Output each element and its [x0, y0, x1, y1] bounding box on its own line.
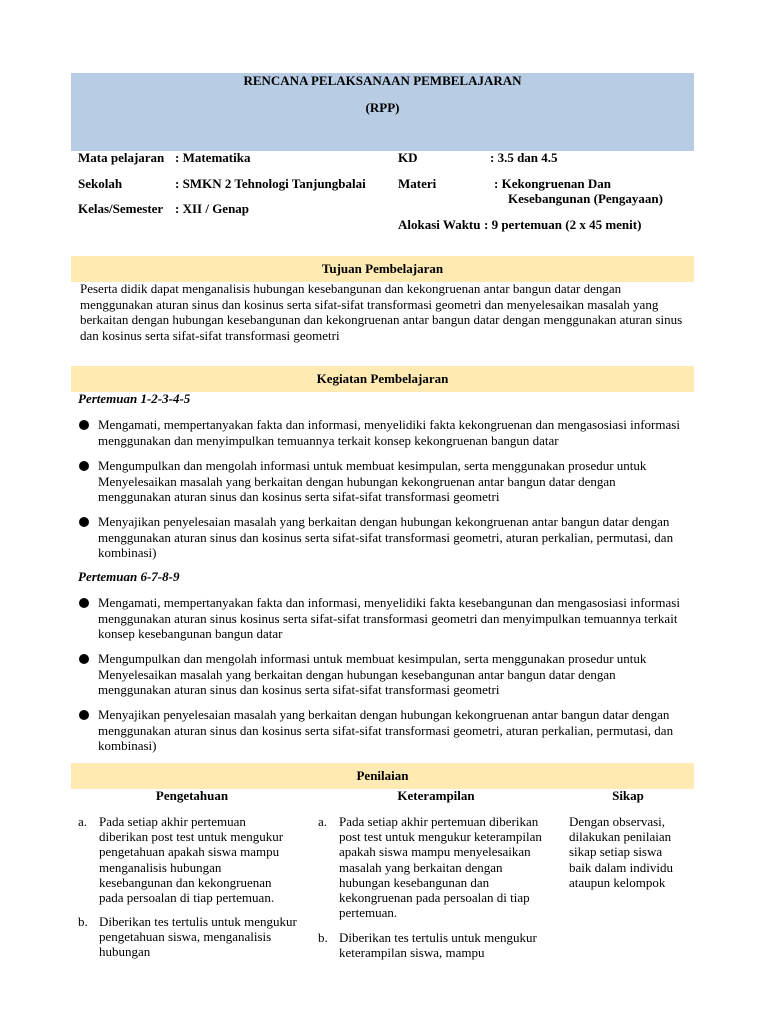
document-title: RENCANA PELAKSANAAN PEMBELAJARAN — [243, 73, 522, 88]
mata-pelajaran-label: Mata pelajaran — [78, 150, 165, 165]
kd-value: : 3.5 dan 4.5 — [490, 150, 558, 165]
list-item-text: Mengamati, mempertanyakan fakta dan informasi, menyelidiki fakta kekongruenan dan mengasosiasi informasi menggunakan dan menyimpulkan temuannya terkait konsep kekongruenan bangun datar — [98, 417, 680, 448]
bullet-icon — [79, 420, 89, 430]
meeting-2-label: Pertemuan 6-7-8-9 — [78, 569, 180, 584]
list-marker: a. — [318, 814, 328, 829]
keterampilan-heading: Keterampilan — [397, 788, 475, 803]
materi-value-line2: Kesebangunan (Pengayaan) — [508, 191, 663, 206]
alokasi-waktu-value: : 9 pertemuan (2 x 45 menit) — [484, 217, 642, 232]
pengetahuan-heading: Pengetahuan — [155, 788, 229, 803]
list-item-text: Mengumpulkan dan mengolah informasi untuk membuat kesimpulan, serta menggunakan prosedur untuk Menyelesaikan masalah yang berkaitan dengan hubungan kekongruenan antar bangun datar dengan menggunakan aturan sinus dan kosinus serta sifat-sifat transformasi geometri — [98, 458, 647, 504]
bullet-icon — [79, 598, 89, 608]
bullet-icon — [79, 710, 89, 720]
meeting-1-label: Pertemuan 1-2-3-4-5 — [78, 391, 191, 406]
bullet-icon — [79, 654, 89, 664]
bullet-icon — [79, 461, 89, 471]
list-item — [78, 458, 688, 505]
document-subtitle: (RPP) — [365, 100, 400, 115]
alokasi-waktu-label: Alokasi Waktu — [398, 217, 481, 232]
list-item — [78, 417, 688, 448]
bullet-icon — [79, 517, 89, 527]
list-item — [78, 514, 688, 561]
list-item — [318, 930, 553, 960]
sikap-heading: Sikap — [612, 788, 644, 803]
list-item-text: Diberikan tes tertulis untuk mengukur pengetahuan siswa, menganalisis hubungan — [99, 914, 297, 960]
sikap-text: Dengan observasi, dilakukan penilaian sikap setiap siswa baik dalam individu ataupun kelompok — [569, 814, 673, 890]
list-item-text: Diberikan tes tertulis untuk mengukur keterampilan siswa, mampu — [339, 930, 537, 961]
list-item — [78, 814, 298, 905]
list-marker: b. — [78, 914, 88, 929]
list-item — [78, 651, 688, 698]
tujuan-section-header: Tujuan Pembelajaran — [71, 256, 694, 282]
kd-label: KD — [398, 150, 418, 165]
list-item-text: Menyajikan penyelesaian masalah yang berkaitan dengan hubungan kekongruenan antar bangun datar dengan menggunakan aturan sinus dan kosinus serta sifat-sifat transformasi geometri, aturan perkalian, permutasi, dan kombinasi) — [98, 707, 674, 753]
materi-label: Materi — [398, 176, 437, 191]
materi-value-line1: : Kekongruenan Dan — [494, 176, 612, 191]
kegiatan-section-header: Kegiatan Pembelajaran — [71, 366, 694, 392]
kelas-semester-label: Kelas/Semester — [78, 201, 164, 216]
sekolah-label: Sekolah — [78, 176, 123, 191]
list-item — [78, 914, 298, 960]
list-marker: a. — [78, 814, 88, 829]
penilaian-section-header: Penilaian — [71, 763, 694, 789]
list-item — [78, 595, 688, 642]
list-item-text: Mengamati, mempertanyakan fakta dan informasi, menyelidiki fakta kesebangunan dan mengasosiasi informasi menggunakan aturan sinus kosinus serta sifat-sifat transformasi geometri dan menyimpulkan temuannya terkait konsep kesebangunan bangun datar — [98, 595, 680, 641]
list-item-text: Mengumpulkan dan mengolah informasi untuk membuat kesimpulan, serta menggunakan prosedur untuk Menyelesaikan masalah yang berkaitan dengan hubungan kesebangunan antar bangun datar dengan menggunakan aturan sinus dan kosinus serta sifat-sifat transformasi geometri — [98, 651, 647, 697]
sekolah-value: : SMKN 2 Tehnologi Tanjungbalai — [175, 176, 366, 191]
list-item — [78, 707, 688, 754]
list-item-text: Pada setiap akhir pertemuan diberikan post test untuk mengukur pengetahuan apakah siswa mampu menganalisis hubungan kesebangunan dan kekongruenan pada persoalan di tiap pertemuan. — [99, 814, 284, 906]
list-marker: b. — [318, 930, 328, 945]
list-item-text: Menyajikan penyelesaian masalah yang berkaitan dengan hubungan kekongruenan antar bangun datar dengan menggunakan aturan sinus dan kosinus serta sifat-sifat transformasi geometri, aturan perkalian, permutasi, dan kombinasi) — [98, 514, 674, 560]
list-item — [318, 814, 553, 920]
kelas-semester-value: : XII / Genap — [175, 201, 250, 216]
mata-pelajaran-value: : Matematika — [175, 150, 251, 165]
tujuan-text: Peserta didik dapat menganalisis hubungan kesebangunan dan kekongruenan antar bangun datar dengan menggunakan aturan sinus dan kosinus serta sifat-sifat transformasi geometri dan menyelesaikan masalah yang berkaitan dengan hubungan kesebangunan dan kekongruenan antar bangun datar dengan menggunakan aturan sinus dan kosinus serta sifat-sifat transformasi geometri — [80, 281, 683, 343]
list-item-text: Pada setiap akhir pertemuan diberikan post test untuk mengukur keterampilan apakah siswa mampu menyelesaikan masalah yang berkaitan dengan hubungan kesebangunan dan kekongruenan pada persoalan di tiap pertemuan. — [339, 814, 542, 921]
